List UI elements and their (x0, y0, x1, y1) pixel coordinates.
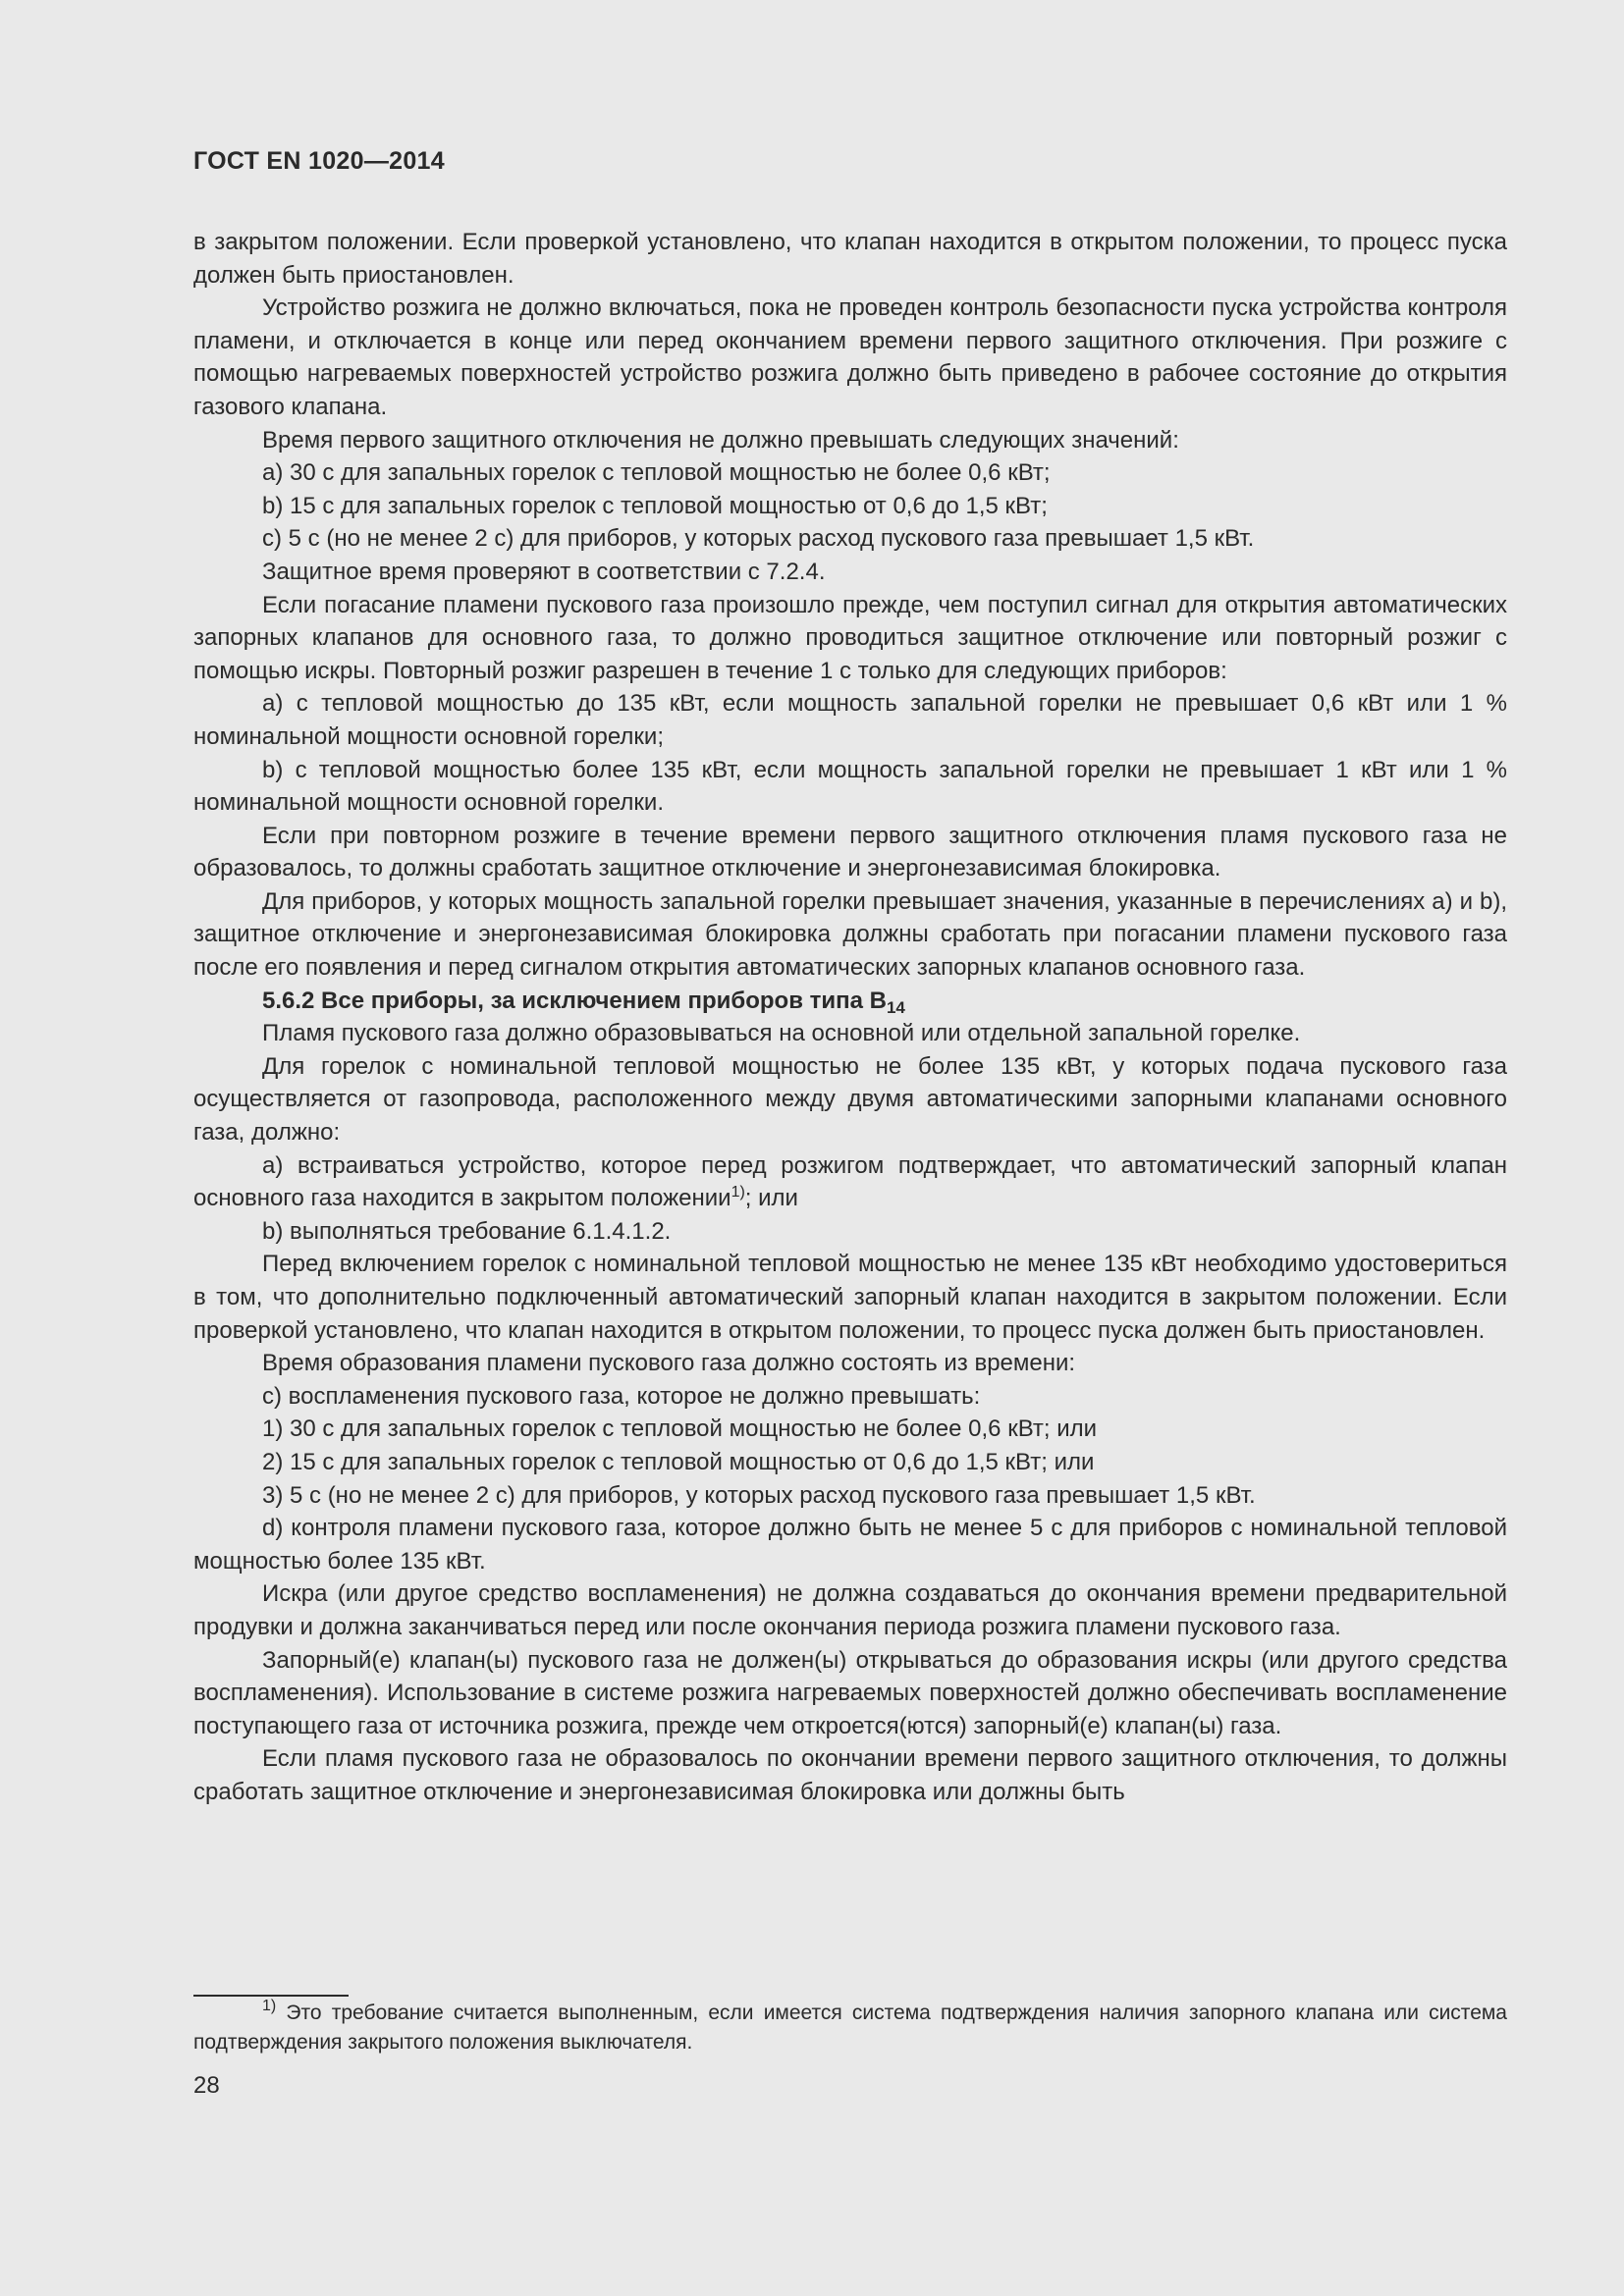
list-item: a) 30 с для запальных горелок с тепловой мощностью не более 0,6 кВт; (262, 459, 1051, 487)
paragraph: Если при повторном розжиге в течение времени первого защитного отключения пламя пускового газа не образовалось, то должны сработать защитное отключение и энергонезависимая блокировка. (193, 822, 1507, 882)
paragraph: Искра (или другое средство воспламенения) не должна создаваться до окончания времени предварительной продувки и должна заканчиваться перед или после окончания периода розжига пламени пускового газа. (193, 1580, 1507, 1640)
paragraph: Если пламя пускового газа не образовалось по окончании времени первого защитного отключения, то должны сработать защитное отключение и энергонезависимая блокировка или должны быть (193, 1745, 1507, 1805)
paragraph: Защитное время проверяют в соответствии с 7.2.4. (262, 558, 826, 585)
paragraph: Время первого защитного отключения не должно превышать следующих значений: (262, 426, 1179, 454)
section-heading (193, 985, 1507, 1018)
list-item-text: a) встраиваться устройство, которое перед розжигом подтверждает, что автоматический запорный клапан основного газа находится в закрытом положении (193, 1151, 1507, 1212)
list-item: 3) 5 с (но не менее 2 с) для приборов, у которых расход пускового газа превышает 1,5 кВт. (262, 1481, 1256, 1509)
list-item: c) 5 с (но не менее 2 с) для приборов, у которых расход пускового газа превышает 1,5 кВт. (262, 525, 1255, 553)
list-item: c) воспламенения пускового газа, которое не должно превышать: (262, 1382, 981, 1410)
page-number: 28 (193, 2072, 220, 2099)
list-item: b) выполняться требование 6.1.4.1.2. (262, 1217, 672, 1245)
list-item: 2) 15 с для запальных горелок с тепловой мощностью от 0,6 до 1,5 кВт; или (262, 1448, 1095, 1475)
paragraph: Устройство розжига не должно включаться, пока не проведен контроль безопасности пуска устройства контроля пламени, и отключается в конце или перед окончанием времени первого защитного отключения. При розжиге с помощью нагреваемых поверхностей устройство розжига должно быть приведено в рабочее состояние до открытия газового клапана. (193, 294, 1507, 420)
list-item: a) с тепловой мощностью до 135 кВт, если мощность запальной горелки не превышает 0,6 кВт или 1 % номинальной мощности основной горелки; (193, 690, 1507, 750)
list-item: b) с тепловой мощностью более 135 кВт, если мощность запальной горелки не превышает 1 кВт или 1 % номинальной мощности основной горелки. (193, 756, 1507, 817)
paragraph: Время образования пламени пускового газа должно состоять из времени: (262, 1350, 1076, 1377)
footnote-divider (193, 1995, 349, 1997)
section-heading-subscript: 14 (886, 997, 905, 1017)
paragraph: Запорный(е) клапан(ы) пускового газа не должен(ы) открываться до образования искры (или другого средства воспламенения). Использование в системе розжига нагреваемых поверхностей должно обеспечивать воспламенение поступающего газа от источника розжига, прежде чем откроется(ются) запорный(е) клапан(ы) газа. (193, 1646, 1507, 1739)
list-item: 1) 30 с для запальных горелок с тепловой мощностью не более 0,6 кВт; или (262, 1415, 1098, 1443)
list-item: d) контроля пламени пускового газа, которое должно быть не менее 5 с для приборов с номинальной тепловой мощностью более 135 кВт. (193, 1515, 1507, 1575)
body-text (193, 226, 1507, 1809)
document-header: ГОСТ EN 1020—2014 (193, 147, 445, 175)
footnote-text-block (193, 1999, 1507, 2057)
paragraph: Для приборов, у которых мощность запальной горелки превышает значения, указанные в перечислениях a) и b), защитное отключение и энергонезависимая блокировка должны сработать при погасании пламени пускового газа после его появления и перед сигналом открытия автоматических запорных клапанов основного газа. (193, 887, 1507, 982)
footnote (193, 1999, 1507, 2057)
paragraph: Если погасание пламени пускового газа произошло прежде, чем поступил сигнал для открытия автоматических запорных клапанов для основного газа, то должно проводиться защитное отключение или повторный розжиг с помощью искры. Повторный розжиг разрешен в течение 1 с только для следующих приборов: (193, 591, 1507, 684)
paragraph: Перед включением горелок с номинальной тепловой мощностью не менее 135 кВт необходимо удостовериться в том, что дополнительно подключенный автоматический запорный клапан находится в закрытом положении. Если проверкой установлено, что клапан находится в открытом положении, то процесс пуска должен быть приостановлен. (193, 1251, 1507, 1344)
list-item-tail: ; или (744, 1185, 798, 1212)
paragraph: Для горелок с номинальной тепловой мощностью не более 135 кВт, у которых подача пускового газа осуществляется от газопровода, расположенного между двумя автоматическими запорными клапанами основного газа, должно: (193, 1052, 1507, 1147)
footnote-ref[interactable]: 1) (731, 1184, 745, 1201)
footnote-marker: 1) (262, 1998, 277, 2014)
list-item (193, 1149, 1507, 1215)
list-item: b) 15 с для запальных горелок с тепловой мощностью от 0,6 до 1,5 кВт; (262, 492, 1048, 519)
section-heading-text: 5.6.2 Все приборы, за исключением приборов типа B (262, 987, 887, 1014)
paragraph: в закрытом положении. Если проверкой установлено, что клапан находится в открытом положении, то процесс пуска должен быть приостановлен. (193, 229, 1507, 289)
paragraph: Пламя пускового газа должно образовываться на основной или отдельной запальной горелке. (262, 1020, 1301, 1047)
footnote-text: Это требование считается выполненным, если имеется система подтверждения наличия запорного клапана или система подтверждения закрытого положения выключателя. (193, 2002, 1507, 2054)
